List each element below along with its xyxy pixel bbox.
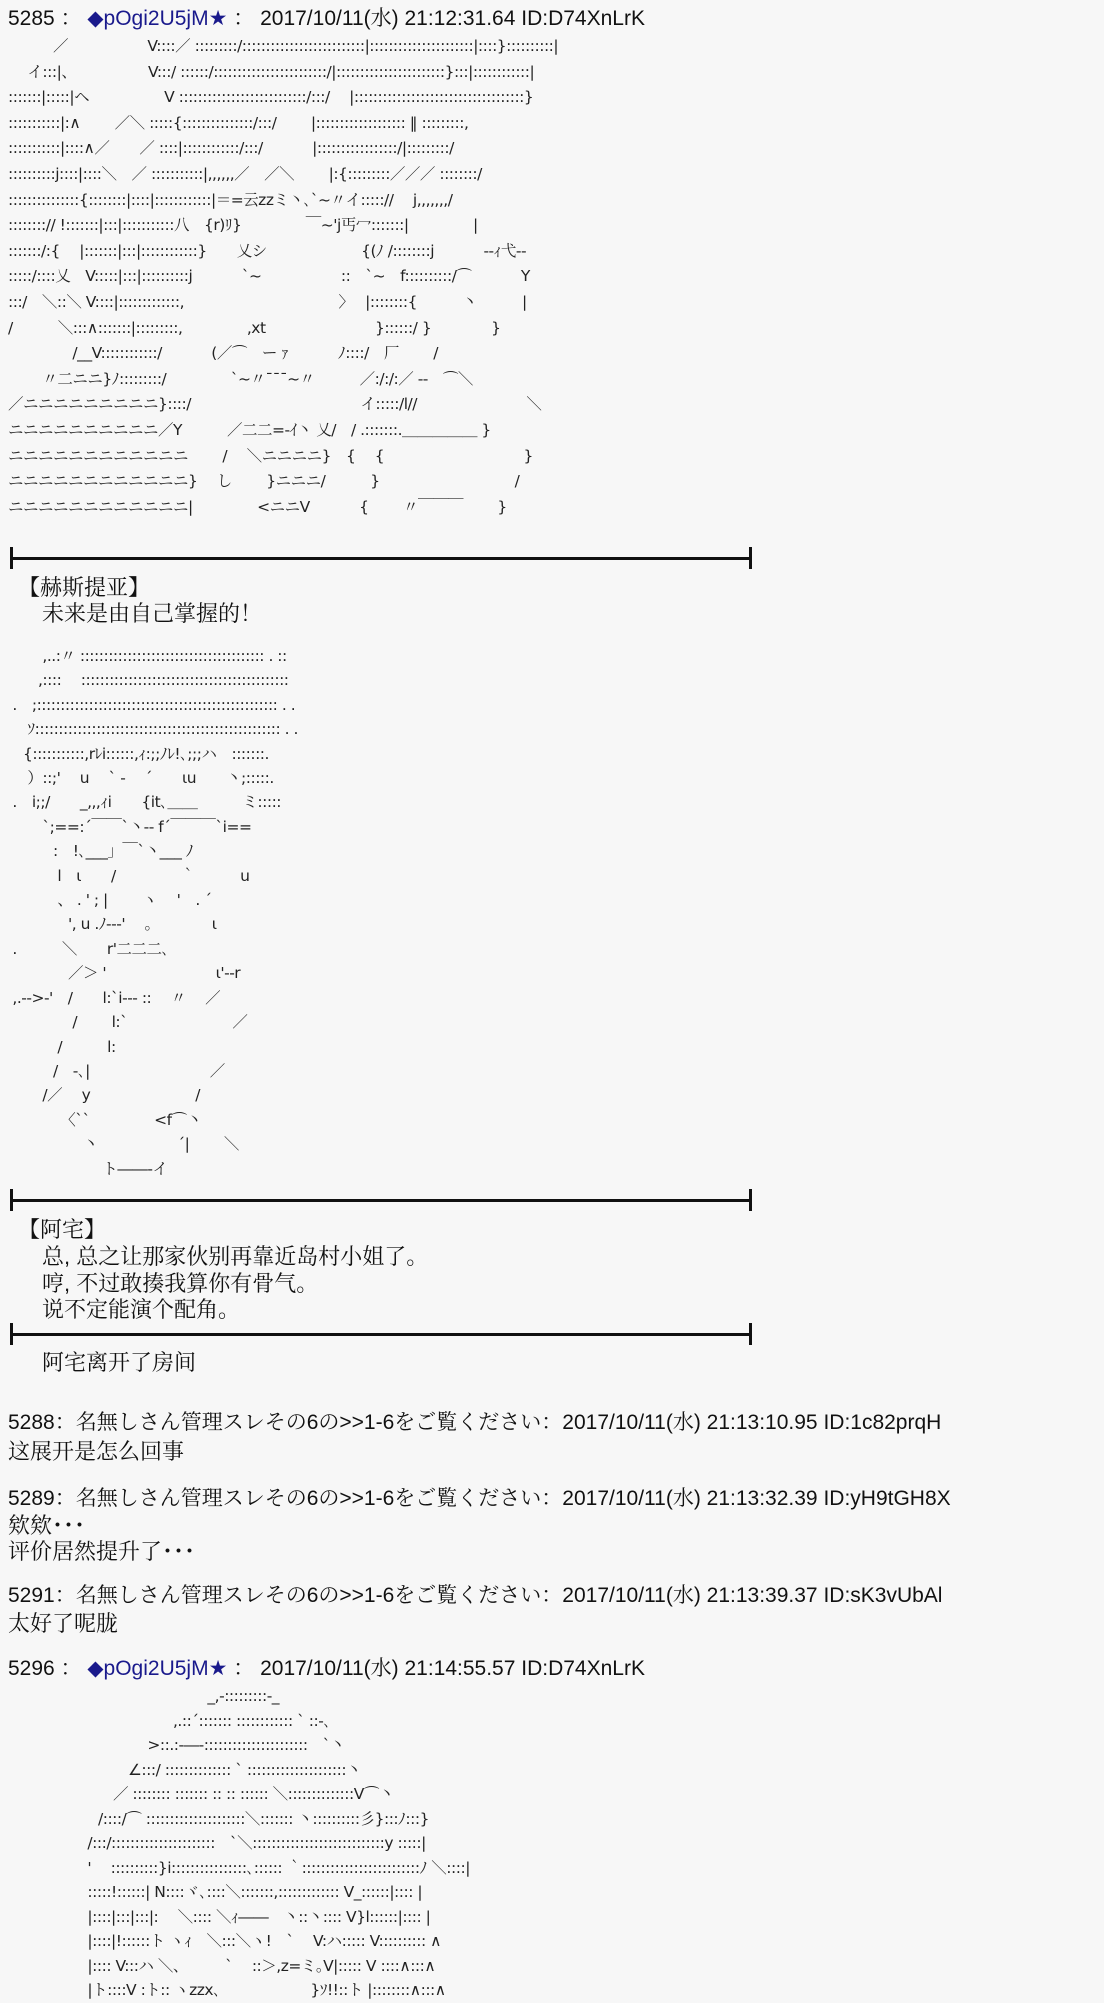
poster-name: 名無しさん管理スレその6の>>1-6をご覧ください [75,1487,542,1510]
ascii-art-line: ニニニニニニニニニニニニ} し }ニニニ/ } / [8,472,520,491]
ascii-art-line: /__V::::::::::::/ (／⌒ ー ｧ ﾉ::::/ 厂 / [8,344,438,363]
ascii-art-line: ,.::´::::::: :::::::::::: ` ::-､ [8,1711,331,1730]
ascii-art-line: :::/ ＼::＼ V::::|:::::::::::::, 〉 |::::::::{ 丶 | [8,292,527,311]
ascii-art-line: ,..:〃 ::::::::::::::::::::::::::::::::::::::: . :: [8,647,287,665]
ascii-art-line: /:::/:::::::::::::::::::::: `＼::::::::::::::::::::::::::::y :::::| [8,1834,426,1852]
ascii-art-line: :::::/::::乂 V:::::|:::|::::::::::j `~ :: `~ f::::::::::/⌒ Y [8,267,530,286]
ascii-art-line: 丶 ´| ＼ [8,1135,239,1154]
post-header-5296: 5296 ： ◆pOgi2U5jM★ ： 2017/10/11(水) 21:14:55.57 ID:D74XnLrK [8,1657,645,1680]
ascii-art-line: ニニニニニニニニニニニニ / ＼ニニニニ} { { } [8,446,533,465]
ascii-art-scene-1 [8,34,558,520]
ascii-art-line: ニニニニニニニニニニニニ| <ニニV { 〃￣￣￣ } [8,497,507,516]
ascii-art-line: ∠:::/ :::::::::::::: ` :::::::::::::::::::::丶 [8,1760,362,1779]
ascii-art-line: ｿ:::::::::::::::::::::::::::::::::::::::::::::::::::: . . [8,720,298,739]
ascii-art-line: :::::::::::|:∧ ／＼ :::::{:::::::::::::::/:::/ |::::::::::::::::::: ‖ :::::::::, [8,113,469,132]
ascii-art-line: :::::::::::|::::∧／ ／ ::::|::::::::::::/:::/ |:::::::::::::::::/|:::::::::/ [8,139,454,158]
ascii-art-line: ／＞ ' ι'‐‐r [8,964,241,983]
ascii-art-line: :::::::|:::::|ヘ V :::::::::::::::::::::::::::/:::/ |::::::::::::::::::::::::::::::::::::} [8,88,534,107]
dialogue-line: 总, 总之让那家伙别再靠近岛村小姐了。 [42,1244,429,1269]
post-body: 欸欸･･･ [8,1513,86,1538]
ascii-art-line: / -､| ／ [8,1061,225,1080]
diamond-icon: ◆ [87,7,104,30]
dialogue-line: 未来是由自己掌握的！ [42,601,263,626]
post-body: 太好了呢胧 [8,1611,119,1636]
post-date: 2017/10/11(水) 21:14:55.57 [260,1657,516,1680]
poster-name: 名無しさん管理スレその6の>>1-6をご覧ください [75,1411,542,1434]
ascii-art-line: ／ニニニニニニニニニ}::::/ イ:::::/l// ＼ [8,395,542,414]
ascii-art-line: ,:::: :::::::::::::::::::::::::::::::::::::::::::: [8,671,289,690]
speaker-label: 【赫斯提亚】 [18,575,151,600]
ascii-art-line: _,-:::::::::-_ [8,1687,280,1705]
ascii-art-line: . ＼ r'二二二､ [8,939,169,958]
star-icon: ★ [208,1657,228,1680]
post-id[interactable]: ID:yH9tGH8X [823,1487,951,1510]
ascii-art-line: :::::::/:{ |:::::::|:::|::::::::::::} 乂シ {(ﾉ /::::::::j --ｨ弋-- [8,241,527,260]
ascii-art-line: ）::;' u ` ‐ ´ ιu 丶;:::::. [8,769,274,788]
ascii-art-line: ／ :::::::: ::::::: :: :: :::::: ＼::::::::::::::V⌒丶 [8,1785,394,1803]
ascii-art-line: ,.-->-' / l:`i‐‐‐ :: 〃 ／ [8,988,221,1007]
speaker-label: 【阿宅】 [18,1217,107,1242]
post-header-5291: 5291：名無しさん管理スレその6の>>1-6をご覧ください：2017/10/11(水) 21:13:39.37 ID:sK3vUbAl [8,1584,943,1607]
ascii-art-line: . i;;/ _,,,ｨi {it､＿＿ ミ::::: [8,793,282,812]
ascii-art-line: /::::/⌒ :::::::::::::::::::::＼::::::: 丶::::::::::彡}:::ﾉ:::} [8,1809,429,1828]
ascii-art-line: 〃二ニニ}ﾉ:::::::::/ `~〃¯¯¯~〃 ／:/:/:／ -‐ ⌒＼ [8,369,473,388]
ascii-art-line: ' ::::::::::}i::::::::::::::::､:::::: ｀:::::::::::::::::::::::::ﾉ ＼::::| [8,1858,470,1877]
post-body: 评价居然提升了･･･ [8,1539,196,1564]
ascii-art-line: `;==:´￣￣`丶‐‐ f´￣￣￣`i== [8,817,252,836]
post-number[interactable]: 5289 [8,1487,55,1510]
ascii-art-line: ニニニニニニニニニニ／Y ／二二=‐ｲ丶 乂/ / .:::::::.＿＿＿＿＿ } [8,420,491,439]
poster-name: 名無しさん管理スレその6の>>1-6をご覧ください [75,1584,542,1607]
ascii-art-line: / l:` ／ [8,1013,248,1032]
ascii-art-line: :::::!::::::| N::::ヾ､::::＼:::::::,::::::::::::: V_::::::|:::: | [8,1883,423,1901]
ascii-art-line: ／ V::::／ :::::::::/::::::::::::::::::::::::::|::::::::::::::::::::::|::::}::::::::::| [8,37,559,55]
post-date: 2017/10/11(水) 21:13:39.37 [562,1584,818,1607]
ascii-art-line: / ＼:::∧:::::::|:::::::::, ,xt }::::::/ } } [8,318,501,337]
poster-name: ◆pOgi2U5jM★ [87,7,228,30]
scene-divider [10,557,752,560]
post-id[interactable]: ID:1c82prqH [823,1411,942,1434]
ascii-art-line: ', u .ﾉ‐‐‐' ｡ ι [8,915,217,934]
ascii-art-line: |ト::::V :ト:: ヽzzx､ }ｿ!!::ト |::::::::∧:::∧ [8,1981,446,1999]
ascii-art-line: / l: [8,1037,116,1056]
ascii-art-line: {:::::::::::,rﾚi::::::,ｨ:;;ﾉﾚ!､;;;ハ :::::::. [8,744,269,763]
narration-line: 阿宅离开了房间 [42,1350,197,1375]
dialogue-line: 说不定能演个配角。 [42,1297,241,1322]
post-header-5289: 5289：名無しさん管理スレその6の>>1-6をご覧ください：2017/10/11(水) 21:13:32.39 ID:yH9tGH8X [8,1487,951,1510]
post-header-5285: 5285 ： ◆pOgi2U5jM★ ： 2017/10/11(水) 21:12:31.64 ID:D74XnLrK [8,7,645,30]
ascii-art-line: 〈`` <f⌒丶 [8,1110,202,1129]
ascii-art-scene-3 [8,1684,470,2003]
scene-divider [10,1333,752,1336]
ascii-art-line: 、 . ' ; | ヽ ' . ´ [8,891,212,910]
ascii-art-line: |::::|!::::::ト ヽｨ ＼:::＼ヽ! ` V:ハ::::: V:::::::::: ∧ [8,1932,441,1950]
post-id[interactable]: ID:D74XnLrK [521,1657,645,1680]
dialogue-line: 哼, 不过敢揍我算你有骨气。 [42,1271,319,1296]
ascii-art-line: イ:::|、 V:::/ ::::::/::::::::::::::::::::::::/|:::::::::::::::::::::::}:::|::::::::::::| [8,62,535,81]
post-id[interactable]: ID:sK3vUbAl [823,1584,943,1607]
ascii-art-line: :::::::::::::::{::::::::|::::|::::::::::::|＝=云zzミ丶､`~〃イ:::::// j,,,,,,,/ [8,190,453,209]
ascii-art-character [8,644,298,1181]
ascii-art-line: : !､___」￣`丶___ ﾉ [8,842,194,861]
ascii-art-line: ::::::::::j::::|::::＼ ／ :::::::::::|,,,,,,／ ／＼ |:{:::::::::／／／ ::::::::/ [8,164,482,183]
post-date: 2017/10/11(水) 21:13:32.39 [562,1487,818,1510]
scene-divider [10,1199,752,1202]
post-number[interactable]: 5288 [8,1411,55,1434]
post-body: 这展开是怎么回事 [8,1439,185,1464]
ascii-art-line: . ;::::::::::::::::::::::::::::::::::::::::::::::::::: . . [8,695,296,714]
post-id[interactable]: ID:D74XnLrK [521,7,645,30]
ascii-art-line: >::.:-―-:::::::::::::::::::::: `丶 [8,1736,345,1754]
ascii-art-line: |::::|:::|:::|: ＼:::: ＼ｨ―― 丶::丶:::: V}l::::::|:::: | [8,1907,431,1926]
post-header-5288: 5288：名無しさん管理スレその6の>>1-6をご覧ください：2017/10/11(水) 21:13:10.95 ID:1c82prqH [8,1411,942,1434]
diamond-icon: ◆ [87,1657,104,1680]
post-number[interactable]: 5291 [8,1584,55,1607]
ascii-art-line: ::::::::// !:::::::|:::|:::::::::::八 {r)ﾘ} ￣~'j丐冖:::::::| | [8,216,478,235]
post-date: 2017/10/11(水) 21:12:31.64 [260,7,516,30]
ascii-art-line: ト――‐イ [8,1159,168,1178]
ascii-art-line: |:::: V:::ハ ＼、 ` ::＞,z=ミ｡V|::::: V ::::∧:::∧ [8,1956,436,1975]
ascii-art-line: l ι / ｀ u [8,866,250,885]
post-number[interactable]: 5296 [8,1657,55,1680]
star-icon: ★ [208,7,228,30]
post-date: 2017/10/11(水) 21:13:10.95 [562,1411,818,1434]
post-number[interactable]: 5285 [8,7,55,30]
ascii-art-line: /／ y / [8,1086,200,1105]
poster-name: ◆pOgi2U5jM★ [87,1657,228,1680]
